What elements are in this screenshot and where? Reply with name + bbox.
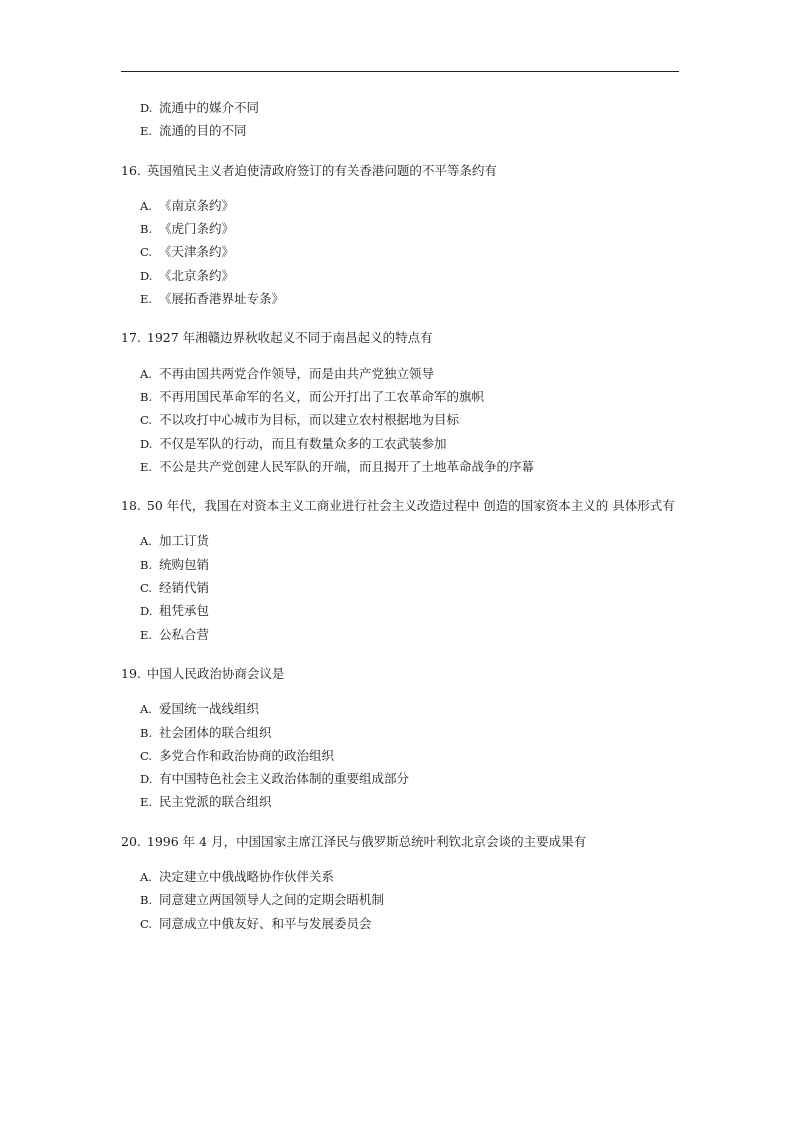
- option-item: [121, 240, 681, 263]
- option-letter: C.: [140, 245, 153, 260]
- header-rule: [121, 71, 679, 72]
- option-text: 《虎门条约》: [159, 221, 235, 237]
- option-text: 决定建立中俄战略协作伙伴关系: [159, 869, 335, 885]
- option-letter: B.: [140, 557, 153, 572]
- option-item: [121, 529, 681, 552]
- option-item: [121, 455, 681, 478]
- option-text: 流通的目的不同: [159, 123, 247, 139]
- question-17: [121, 326, 681, 478]
- option-letter: E.: [140, 459, 153, 474]
- option-item: [121, 385, 681, 408]
- option-text: 《天津条约》: [159, 244, 235, 260]
- option-item: [121, 119, 681, 142]
- option-letter: B.: [140, 222, 153, 237]
- option-text: 不仅是军队的行动，而且有数量众多的工农武装参加: [159, 435, 447, 451]
- option-item: [121, 790, 681, 813]
- option-text: 同意成立中俄友好、和平与发展委员会: [159, 915, 372, 931]
- option-text: 不以攻打中心城市为目标，而以建立农村根据地为目标: [159, 412, 460, 428]
- question-stem: 50 年代，我国在对资本主义工商业进行社会主义改造过程中 创造的国家资本主义的 具体形式有: [146, 498, 675, 514]
- option-item: [121, 912, 681, 935]
- option-item: [121, 194, 681, 217]
- question-stem: 1927 年湘赣边界秋收起义不同于南昌起义的特点有: [146, 330, 433, 346]
- option-letter: D.: [140, 436, 153, 451]
- question-number: 17.: [121, 330, 141, 346]
- option-item: [121, 408, 681, 431]
- option-text: 经销代销: [159, 580, 210, 596]
- question-text: [121, 326, 681, 349]
- option-letter: B.: [140, 389, 153, 404]
- option-text: 社会团体的联合组织: [159, 724, 272, 740]
- question-stem: 英国殖民主义者迫使清政府签订的有关香港问题的不平等条约有: [146, 162, 497, 178]
- option-text: 租凭承包: [159, 603, 210, 619]
- option-text: 民主党派的联合组织: [159, 794, 272, 810]
- question-number: 18.: [121, 498, 141, 514]
- option-text: 公私合营: [159, 626, 210, 642]
- option-text: 不公是共产党创建人民军队的开端，而且揭开了土地革命战争的序幕: [159, 458, 535, 474]
- question-stem: 中国人民政治协商会议是: [146, 665, 285, 681]
- option-item: [121, 623, 681, 646]
- option-letter: B.: [140, 893, 153, 908]
- option-item: [121, 767, 681, 790]
- option-letter: C.: [140, 581, 153, 596]
- question-text: [121, 830, 681, 853]
- question-stem: 1996 年 4 月，中国国家主席江泽民与俄罗斯总统叶利钦北京会谈的主要成果有: [146, 833, 587, 849]
- option-text: 爱国统一战线组织: [159, 701, 260, 717]
- option-item: [121, 264, 681, 287]
- option-item: [121, 599, 681, 622]
- option-letter: D.: [140, 268, 153, 283]
- option-letter: E.: [140, 795, 153, 810]
- option-item: [121, 432, 681, 455]
- option-letter: C.: [140, 748, 153, 763]
- question-list: [121, 96, 681, 935]
- question-text: [121, 494, 677, 517]
- option-letter: D.: [140, 101, 153, 115]
- option-letter: A.: [140, 366, 152, 381]
- option-letter: A.: [140, 534, 152, 549]
- option-text: 《北京条约》: [159, 267, 235, 283]
- option-item: [121, 287, 681, 310]
- option-text: 加工订货: [159, 533, 210, 549]
- option-text: 《南京条约》: [159, 197, 235, 213]
- option-text: 统购包销: [159, 556, 210, 572]
- option-item: [121, 888, 681, 911]
- option-letter: C.: [140, 413, 153, 428]
- option-item: [121, 96, 681, 119]
- option-item: [121, 576, 681, 599]
- option-letter: C.: [140, 916, 153, 931]
- option-text: 多党合作和政治协商的政治组织: [159, 747, 335, 763]
- option-letter: A.: [140, 198, 152, 213]
- option-item: [121, 553, 681, 576]
- question-number: 19.: [121, 665, 141, 681]
- option-letter: B.: [140, 725, 153, 740]
- option-item: [121, 721, 681, 744]
- continued-options: [121, 96, 681, 143]
- option-item: [121, 744, 681, 767]
- option-text: 有中国特色社会主义政治体制的重要组成部分: [159, 771, 410, 787]
- option-text: 不再用国民革命军的名义，而公开打出了工农革命军的旗帜: [159, 388, 485, 404]
- option-letter: A.: [140, 870, 152, 885]
- option-letter: A.: [140, 702, 152, 717]
- option-text: 流通中的媒介不同: [159, 100, 260, 115]
- option-letter: D.: [140, 604, 153, 619]
- option-item: [121, 362, 681, 385]
- question-number: 16.: [121, 162, 141, 178]
- question-16: [121, 159, 681, 311]
- option-text: 同意建立两国领导人之间的定期会晤机制: [159, 892, 385, 908]
- question-20: [121, 830, 681, 935]
- question-18: [121, 494, 681, 646]
- option-item: [121, 865, 681, 888]
- option-text: 不再由国共两党合作领导，而是由共产党独立领导: [159, 365, 435, 381]
- question-number: 20.: [121, 833, 141, 849]
- question-text: [121, 159, 681, 182]
- option-letter: E.: [140, 292, 153, 307]
- option-item: [121, 217, 681, 240]
- option-letter: E.: [140, 627, 153, 642]
- question-19: [121, 662, 681, 814]
- option-item: [121, 697, 681, 720]
- option-letter: E.: [140, 124, 153, 139]
- question-text: [121, 662, 681, 685]
- option-text: 《展拓香港界址专条》: [159, 291, 285, 307]
- option-letter: D.: [140, 772, 153, 787]
